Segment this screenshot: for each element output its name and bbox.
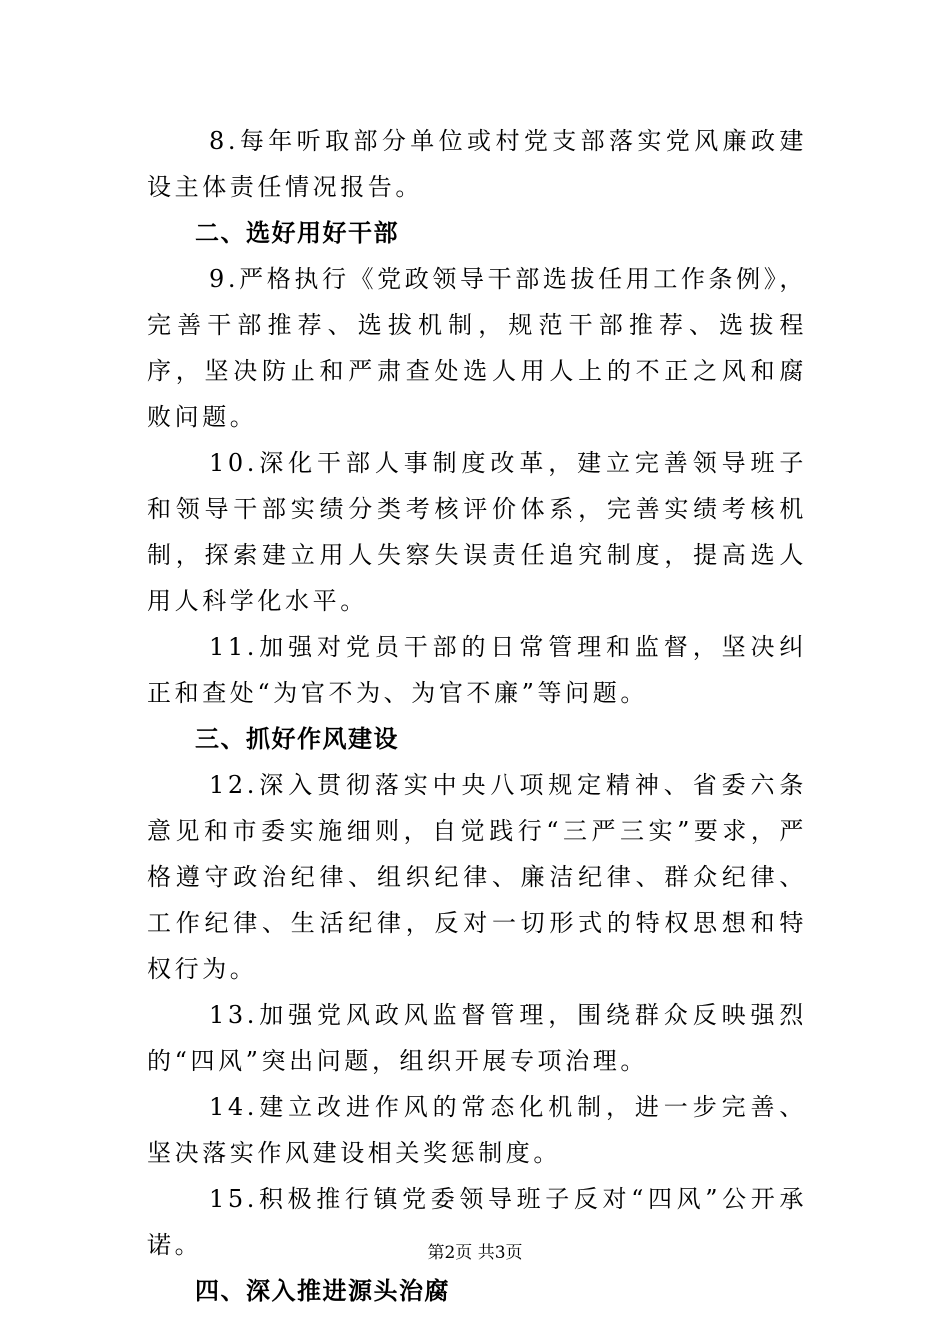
paragraph-item-12: 12.深入贯彻落实中央八项规定精神、省委六条意见和市委实施细则，自觉践行“三严三实”要求，严格遵守政治纪律、组织纪律、廉洁纪律、群众纪律、工作纪律、生活纪律，反对一切形式的特权思想和特权行为。	[147, 771, 807, 983]
paragraph-item-8: 8.每年听取部分单位或村党支部落实党风廉政建设主体责任情况报告。	[147, 127, 807, 201]
page-number-footer: 第2页 共3页	[427, 1243, 523, 1263]
paragraph-item-14: 14.建立改进作风的常态化机制，进一步完善、坚决落实作风建设相关奖惩制度。	[147, 1093, 807, 1167]
paragraph-item-15: 15.积极推行镇党委领导班子反对“四风”公开承诺。	[147, 1185, 807, 1259]
section-heading-2: 二、选好用好干部	[195, 219, 399, 247]
paragraph-item-13: 13.加强党风政风监督管理，围绕群众反映强烈的“四风”突出问题，组织开展专项治理。	[147, 1001, 807, 1075]
paragraph-item-10: 10.深化干部人事制度改革，建立完善领导班子和领导干部实绩分类考核评价体系，完善实绩考核机制，探索建立用人失察失误责任追究制度，提高选人用人科学化水平。	[147, 449, 807, 615]
paragraph-item-11: 11.加强对党员干部的日常管理和监督，坚决纠正和查处“为官不为、为官不廉”等问题。	[147, 633, 807, 707]
document-body	[147, 118, 807, 1314]
paragraph-item-9: 9.严格执行《党政领导干部选拔任用工作条例》，完善干部推荐、选拔机制，规范干部推荐、选拔程序，坚决防止和严肃查处选人用人上的不正之风和腐败问题。	[147, 265, 807, 431]
section-heading-4: 四、深入推进源头治腐	[195, 1277, 450, 1305]
section-heading-3: 三、抓好作风建设	[195, 725, 399, 753]
